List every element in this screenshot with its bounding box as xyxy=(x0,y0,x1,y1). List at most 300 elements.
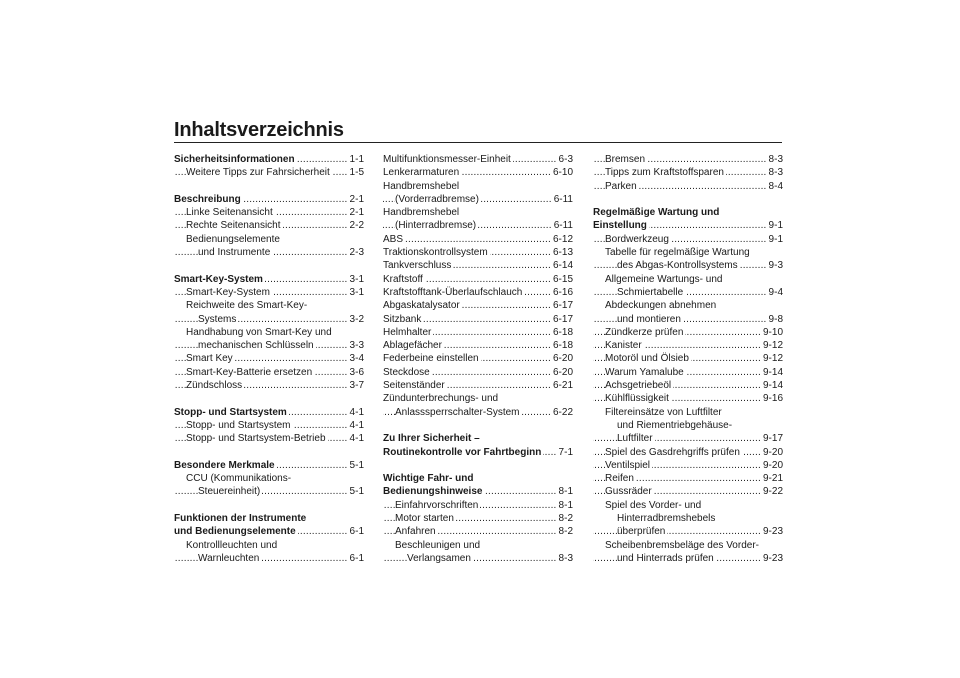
toc-entry[interactable] xyxy=(174,366,364,379)
toc-entry-page-number xyxy=(557,485,573,498)
toc-entry-page-number xyxy=(551,339,573,352)
toc-entry-label: und Instrumente xyxy=(198,247,271,259)
toc-entry-page-number xyxy=(348,246,364,259)
toc-page-number: 6-3 xyxy=(558,154,573,165)
toc-page-number: 3-3 xyxy=(349,340,364,352)
toc-page-number: 6-20 xyxy=(552,353,573,365)
toc-entry-label: Allgemeine Wartungs- und xyxy=(605,273,723,285)
page-title: Inhaltsverzeichnis xyxy=(174,119,344,141)
toc-entry[interactable] xyxy=(593,472,783,485)
toc-entry[interactable] xyxy=(593,219,783,232)
toc-entry-label: überprüfen xyxy=(617,526,666,538)
toc-page-number: 6-11 xyxy=(553,193,573,205)
toc-entry-page-number xyxy=(551,233,573,246)
toc-entry[interactable] xyxy=(174,485,364,498)
toc-entry-page-number xyxy=(551,299,573,312)
toc-page-number: 9-12 xyxy=(762,353,783,365)
toc-entry-line xyxy=(593,273,783,286)
toc-entry-line xyxy=(174,233,364,246)
toc-page-number: 8-1 xyxy=(558,486,573,498)
toc-page-number: 6-20 xyxy=(552,366,573,378)
toc-column-3 xyxy=(593,153,783,565)
toc-page-number: 7-1 xyxy=(558,446,573,458)
toc-entry[interactable] xyxy=(593,153,783,166)
toc-entry[interactable] xyxy=(174,153,364,166)
toc-page-number: 9-14 xyxy=(762,380,783,392)
toc-entry-page-number xyxy=(348,485,364,498)
toc-entry-label: Reichweite des Smart-Key- xyxy=(186,300,308,312)
toc-entry-page-number xyxy=(551,313,573,326)
toc-entry-label: Systems xyxy=(198,313,237,325)
toc-page-number: 9-23 xyxy=(762,552,783,564)
toc-page-number: 8-3 xyxy=(768,154,783,165)
toc-entry-line xyxy=(174,299,364,312)
toc-entry-page-number xyxy=(348,273,364,286)
toc-entry-line xyxy=(174,326,364,339)
toc-entry-line xyxy=(383,472,573,485)
toc-entry[interactable] xyxy=(383,233,573,246)
toc-entry-page-number xyxy=(767,286,783,299)
toc-entry[interactable] xyxy=(383,259,573,272)
toc-entry-label: Kühlflüssigkeit xyxy=(605,393,669,405)
toc-entry-label: Tabelle für regelmäßige Wartung xyxy=(605,247,750,259)
toc-page-number: 9-21 xyxy=(762,473,783,485)
toc-entry[interactable] xyxy=(174,339,364,352)
toc-entry-page-number xyxy=(552,219,573,232)
toc-entry-label: ABS xyxy=(383,233,404,245)
toc-page-number: 6-1 xyxy=(349,526,364,538)
toc-entry-label: Anlasssperrschalter-System xyxy=(395,406,520,418)
toc-page-number: 9-4 xyxy=(768,286,783,298)
toc-page-number: 6-1 xyxy=(349,552,364,564)
toc-entry[interactable] xyxy=(383,366,573,379)
toc-entry-label: und Riementriebgehäuse- xyxy=(617,419,733,431)
toc-entry-line xyxy=(593,512,783,525)
toc-entry-label: Stopp- und Startsystem xyxy=(186,419,291,431)
toc-entry-line xyxy=(593,499,783,512)
toc-entry[interactable] xyxy=(383,339,573,352)
toc-entry-label: Smart-Key-Batterie ersetzen xyxy=(186,366,313,378)
toc-entry-page-number xyxy=(767,259,783,272)
toc-entry-page-number xyxy=(348,219,364,232)
toc-entry-page-number xyxy=(767,313,783,326)
toc-entry-label: Smart Key xyxy=(186,353,233,365)
toc-entry-label: Smart-Key-System xyxy=(174,273,263,285)
toc-entry[interactable] xyxy=(174,273,364,286)
toc-entry-label: Kontrollleuchten und xyxy=(186,539,278,551)
toc-entry-label: Verlangsamen xyxy=(407,552,471,564)
toc-entry-label: Zündkerze prüfen xyxy=(605,326,684,338)
toc-entry-label: Tankverschluss xyxy=(383,260,452,272)
toc-entry-page-number xyxy=(557,446,573,459)
toc-entry[interactable] xyxy=(593,339,783,352)
toc-entry-label: Achsgetriebeöl xyxy=(605,380,672,392)
toc-page-number: 2-3 xyxy=(349,247,364,259)
toc-entry[interactable] xyxy=(383,219,573,232)
toc-entry-label: Wichtige Fahr- und xyxy=(383,473,474,485)
toc-entry-label: Zu Ihrer Sicherheit – xyxy=(383,433,480,445)
toc-page-number: 1-5 xyxy=(349,167,364,179)
toc-entry-label: Hinterradbremshebels xyxy=(617,513,716,525)
toc-entry-page-number xyxy=(551,166,573,179)
toc-entry[interactable] xyxy=(174,379,364,392)
toc-entry[interactable] xyxy=(383,406,573,419)
toc-entry-label: Kraftstoff xyxy=(383,273,423,285)
toc-entry-label: Bedienungshinweise xyxy=(383,486,483,498)
toc-page-number: 9-23 xyxy=(762,526,783,538)
toc-entry-page-number xyxy=(557,525,573,538)
toc-entry-page-number xyxy=(761,552,783,565)
toc-page-number: 6-13 xyxy=(552,247,573,259)
toc-entry-page-number xyxy=(761,392,783,405)
toc-entry-label: Beschleunigen und xyxy=(395,539,481,551)
toc-page-number: 6-10 xyxy=(552,167,573,179)
toc-page-number: 6-22 xyxy=(552,406,573,418)
toc-entry-page-number xyxy=(348,352,364,365)
toc-entry-label: Besondere Merkmale xyxy=(174,459,275,471)
toc-entry[interactable] xyxy=(593,552,783,565)
toc-entry-page-number xyxy=(551,246,573,259)
toc-entry[interactable] xyxy=(383,352,573,365)
toc-entry-label: Lenkerarmaturen xyxy=(383,167,460,179)
toc-entry[interactable] xyxy=(383,499,573,512)
toc-entry-label: Bremsen xyxy=(605,154,646,165)
toc-entry[interactable] xyxy=(593,286,783,299)
toc-entry-label: CCU (Kommunikations- xyxy=(186,473,292,485)
toc-entry-line xyxy=(593,406,783,419)
toc-entry-line xyxy=(593,539,783,552)
toc-entry-label: Filtereinsätze von Luftfilter xyxy=(605,406,722,418)
toc-page-number: 3-4 xyxy=(349,353,364,365)
toc-page-number: 9-8 xyxy=(768,313,783,325)
toc-entry-page-number xyxy=(557,512,573,525)
toc-entry-label: Linke Seitenansicht xyxy=(186,207,273,219)
toc-entry-label: Regelmäßige Wartung und xyxy=(593,207,720,219)
toc-entry-label: und montieren xyxy=(617,313,681,325)
toc-entry-label: Handhabung von Smart-Key und xyxy=(186,326,332,338)
toc-page-number: 5-1 xyxy=(349,459,364,471)
toc-entry-label: Traktionskontrollsystem xyxy=(383,247,488,259)
toc-entry-label: Handbremshebel xyxy=(383,180,460,192)
toc-entry[interactable] xyxy=(174,525,364,538)
toc-page-number: 8-2 xyxy=(558,526,573,538)
toc-entry[interactable] xyxy=(174,286,364,299)
toc-page-number: 9-20 xyxy=(762,459,783,471)
toc-entry[interactable] xyxy=(174,313,364,326)
toc-page-number: 4-1 xyxy=(349,433,364,445)
toc-entry-page-number xyxy=(767,219,783,232)
toc-entry[interactable] xyxy=(383,485,573,498)
toc-entry-page-number xyxy=(767,233,783,246)
toc-entry-page-number xyxy=(551,326,573,339)
toc-entry-label: Ventilspiel xyxy=(605,459,651,471)
toc-entry[interactable] xyxy=(174,432,364,445)
toc-entry-line xyxy=(383,539,573,552)
title-rule xyxy=(174,142,782,143)
toc-page-number: 8-1 xyxy=(558,499,573,511)
toc-entry-label: Warum Yamalube xyxy=(605,366,684,378)
toc-page-number: 6-18 xyxy=(552,340,573,352)
toc-page-number: 9-3 xyxy=(768,260,783,272)
toc-entry-page-number xyxy=(348,153,364,166)
toc-entry-page-number xyxy=(761,352,783,365)
toc-entry[interactable] xyxy=(593,313,783,326)
toc-page-number: 8-2 xyxy=(558,513,573,525)
toc-entry-page-number xyxy=(552,193,573,206)
toc-entry[interactable] xyxy=(593,525,783,538)
toc-entry[interactable] xyxy=(174,419,364,432)
toc-entry-label: Ablagefächer xyxy=(383,340,442,352)
toc-entry-line xyxy=(593,299,783,312)
toc-entry-label: Sicherheitsinformationen xyxy=(174,154,295,165)
toc-entry-page-number xyxy=(551,406,573,419)
toc-entry-page-number xyxy=(761,472,783,485)
toc-page-number: 6-11 xyxy=(553,220,573,232)
toc-page-number: 9-20 xyxy=(762,446,783,458)
toc-entry-label: Reifen xyxy=(605,473,634,485)
toc-entry-page-number xyxy=(551,352,573,365)
toc-page-number: 9-1 xyxy=(768,233,783,245)
toc-page-number: 9-22 xyxy=(762,486,783,498)
toc-entry-page-number xyxy=(348,406,364,419)
toc-entry-label: Abdeckungen abnehmen xyxy=(605,300,717,312)
toc-entry[interactable] xyxy=(383,153,573,166)
toc-page-number: 2-1 xyxy=(349,207,364,219)
toc-entry-label: (Hinterradbremse) xyxy=(395,220,477,232)
toc-page-number: 6-21 xyxy=(552,380,573,392)
toc-entry-label: Zündschloss xyxy=(186,380,243,392)
toc-entry-page-number xyxy=(761,379,783,392)
toc-entry[interactable] xyxy=(593,459,783,472)
toc-page-number: 8-3 xyxy=(768,167,783,179)
toc-entry[interactable] xyxy=(174,246,364,259)
toc-entry-page-number xyxy=(551,259,573,272)
toc-entry-label: Einstellung xyxy=(593,220,647,232)
toc-entry[interactable] xyxy=(593,446,783,459)
toc-entry[interactable] xyxy=(593,379,783,392)
toc-entry-page-number xyxy=(761,485,783,498)
toc-entry-label: Bordwerkzeug xyxy=(605,233,669,245)
toc-entry-label: Kanister xyxy=(605,340,642,352)
toc-entry-label: (Vorderradbremse) xyxy=(395,193,479,205)
toc-entry-label: Helmhalter xyxy=(383,326,432,338)
toc-page-number: 9-1 xyxy=(768,220,783,232)
toc-entry[interactable] xyxy=(593,432,783,445)
toc-entry-page-number xyxy=(761,459,783,472)
toc-entry[interactable] xyxy=(174,206,364,219)
toc-page-number: 6-16 xyxy=(552,286,573,298)
toc-page-number: 8-3 xyxy=(558,552,573,564)
toc-entry-label: Zündunterbrechungs- und xyxy=(383,393,499,405)
toc-page-number: 6-12 xyxy=(552,233,573,245)
toc-entry-page-number xyxy=(348,419,364,432)
toc-entry-label: Sitzbank xyxy=(383,313,422,325)
toc-entry-label: Steckdose xyxy=(383,366,430,378)
toc-entry[interactable] xyxy=(593,180,783,193)
toc-entry-label: Beschreibung xyxy=(174,193,241,205)
toc-page-number: 3-6 xyxy=(349,366,364,378)
toc-entry-page-number xyxy=(348,193,364,206)
toc-entry-line xyxy=(593,246,783,259)
toc-entry[interactable] xyxy=(383,525,573,538)
toc-page-number: 6-18 xyxy=(552,326,573,338)
toc-entry-page-number xyxy=(348,459,364,472)
toc-entry[interactable] xyxy=(593,166,783,179)
toc-entry-page-number xyxy=(767,166,783,179)
toc-entry-label: Smart-Key-System xyxy=(186,286,270,298)
toc-entry[interactable] xyxy=(383,313,573,326)
toc-entry-page-number xyxy=(761,366,783,379)
toc-entry-label: Abgaskatalysator xyxy=(383,300,460,312)
toc-entry[interactable] xyxy=(383,273,573,286)
toc-entry[interactable] xyxy=(174,406,364,419)
toc-entry-line xyxy=(593,206,783,219)
toc-page-number: 9-17 xyxy=(762,433,783,445)
toc-entry-page-number xyxy=(348,432,364,445)
toc-entry[interactable] xyxy=(383,379,573,392)
toc-entry-page-number xyxy=(761,326,783,339)
toc-page-number: 2-1 xyxy=(349,193,364,205)
toc-entry[interactable] xyxy=(593,392,783,405)
toc-entry-line xyxy=(174,472,364,485)
toc-page-number: 9-12 xyxy=(762,340,783,352)
toc-entry-page-number xyxy=(557,499,573,512)
toc-entry-page-number xyxy=(551,273,573,286)
toc-entry-label: des Abgas-Kontrollsystems xyxy=(617,260,738,272)
toc-page-number: 9-10 xyxy=(762,326,783,338)
toc-page-number: 5-1 xyxy=(349,486,364,498)
toc-entry-label: Routinekontrolle vor Fahrtbeginn xyxy=(383,446,542,458)
toc-entry-page-number xyxy=(557,153,573,166)
toc-entry-line xyxy=(383,206,573,219)
toc-entry-page-number xyxy=(761,446,783,459)
toc-column-1 xyxy=(174,153,364,565)
toc-page-number: 4-1 xyxy=(349,406,364,418)
toc-entry-page-number xyxy=(761,525,783,538)
toc-entry[interactable] xyxy=(383,552,573,565)
toc-page-number: 4-1 xyxy=(349,419,364,431)
toc-entry-page-number xyxy=(348,206,364,219)
toc-entry-label: Einfahrvorschriften xyxy=(395,499,479,511)
toc-entry-label: mechanischen Schlüsseln xyxy=(198,340,314,352)
toc-column-2 xyxy=(383,153,573,565)
toc-entry[interactable] xyxy=(174,459,364,472)
toc-entry-page-number xyxy=(761,432,783,445)
toc-entry[interactable] xyxy=(383,299,573,312)
toc-entry-label: Schmiertabelle xyxy=(617,286,684,298)
toc-entry[interactable] xyxy=(593,233,783,246)
toc-page-number: 9-16 xyxy=(762,393,783,405)
toc-entry-page-number xyxy=(348,379,364,392)
toc-entry-line xyxy=(593,419,783,432)
toc-entry-label: Motoröl und Ölsieb xyxy=(605,353,689,365)
toc-page-number: 6-14 xyxy=(552,260,573,272)
toc-entry-label: und Bedienungselemente xyxy=(174,526,296,538)
toc-entry-label: Warnleuchten xyxy=(198,552,260,564)
toc-entry-line xyxy=(383,392,573,405)
toc-entry-label: Rechte Seitenansicht xyxy=(186,220,281,232)
toc-entry-page-number xyxy=(348,313,364,326)
toc-entry-page-number xyxy=(348,166,364,179)
toc-entry-label: Motor starten xyxy=(395,513,454,525)
toc-page-number: 3-2 xyxy=(349,313,364,325)
toc-page-number: 6-15 xyxy=(552,273,573,285)
toc-entry[interactable] xyxy=(593,366,783,379)
toc-entry[interactable] xyxy=(593,326,783,339)
toc-page-number: 3-1 xyxy=(349,286,364,298)
toc-page-number: 6-17 xyxy=(552,300,573,312)
toc-page-number: 3-1 xyxy=(349,273,364,285)
toc-entry-line xyxy=(383,432,573,445)
toc-entry-page-number xyxy=(348,286,364,299)
toc-entry[interactable] xyxy=(383,446,573,459)
toc-entry-label: Funktionen der Instrumente xyxy=(174,513,307,525)
toc-entry-page-number xyxy=(557,552,573,565)
toc-page-number: 8-4 xyxy=(768,180,783,192)
toc-entry[interactable] xyxy=(174,352,364,365)
toc-entry[interactable] xyxy=(593,259,783,272)
toc-entry-label: Steuereinheit) xyxy=(198,486,261,498)
toc-entry-label: Gussräder xyxy=(605,486,652,498)
toc-entry[interactable] xyxy=(383,193,573,206)
toc-page-number: 6-17 xyxy=(552,313,573,325)
toc-entry-label: Handbremshebel xyxy=(383,207,460,219)
toc-entry-label: Luftfilter xyxy=(617,433,653,445)
toc-entry[interactable] xyxy=(174,193,364,206)
toc-entry-label: Federbeine einstellen xyxy=(383,353,479,365)
toc-entry-page-number xyxy=(767,180,783,193)
toc-entry[interactable] xyxy=(174,219,364,232)
toc-entry-page-number xyxy=(348,552,364,565)
toc-entry-label: Anfahren xyxy=(395,526,436,538)
toc-entry-label: Kraftstofftank-Überlaufschlauch xyxy=(383,286,523,298)
toc-entry-label: Tipps zum Kraftstoffsparen xyxy=(605,167,724,179)
toc-entry-line xyxy=(174,512,364,525)
toc-entry[interactable] xyxy=(383,326,573,339)
toc-entry-page-number xyxy=(348,339,364,352)
toc-page-number: 1-1 xyxy=(349,154,364,165)
toc-entry-label: Parken xyxy=(605,180,637,192)
toc-entry-page-number xyxy=(551,379,573,392)
toc-entry-page-number xyxy=(348,525,364,538)
toc-entry-page-number xyxy=(767,153,783,166)
toc-entry-page-number xyxy=(348,366,364,379)
toc-page-number: 2-2 xyxy=(349,220,364,232)
toc-entry-label: Spiel des Gasdrehgriffs prüfen xyxy=(605,446,740,458)
toc-entry-label: Scheibenbremsbeläge des Vorder- xyxy=(605,539,759,551)
toc-entry-label: und Hinterrads prüfen xyxy=(617,552,714,564)
toc-entry-page-number xyxy=(551,366,573,379)
toc-entry-line xyxy=(383,180,573,193)
toc-entry[interactable] xyxy=(174,552,364,565)
toc-entry[interactable] xyxy=(383,512,573,525)
toc-entry-page-number xyxy=(761,339,783,352)
toc-entry-line xyxy=(174,539,364,552)
toc-entry-label: Seitenständer xyxy=(383,380,445,392)
toc-entry[interactable] xyxy=(383,166,573,179)
toc-entry-label: Bedienungselemente xyxy=(186,233,280,245)
toc-entry[interactable] xyxy=(383,246,573,259)
toc-entry-label: Multifunktionsmesser-Einheit xyxy=(383,154,511,165)
toc-entry[interactable] xyxy=(383,286,573,299)
toc-entry-label: Spiel des Vorder- und xyxy=(605,499,702,511)
toc-entry-label: Stopp- und Startsystem-Betrieb xyxy=(186,433,326,445)
toc-entry[interactable] xyxy=(593,485,783,498)
toc-entry[interactable] xyxy=(174,166,364,179)
toc-entry-page-number xyxy=(551,286,573,299)
toc-entry[interactable] xyxy=(593,352,783,365)
toc-page-number: 3-7 xyxy=(349,380,364,392)
